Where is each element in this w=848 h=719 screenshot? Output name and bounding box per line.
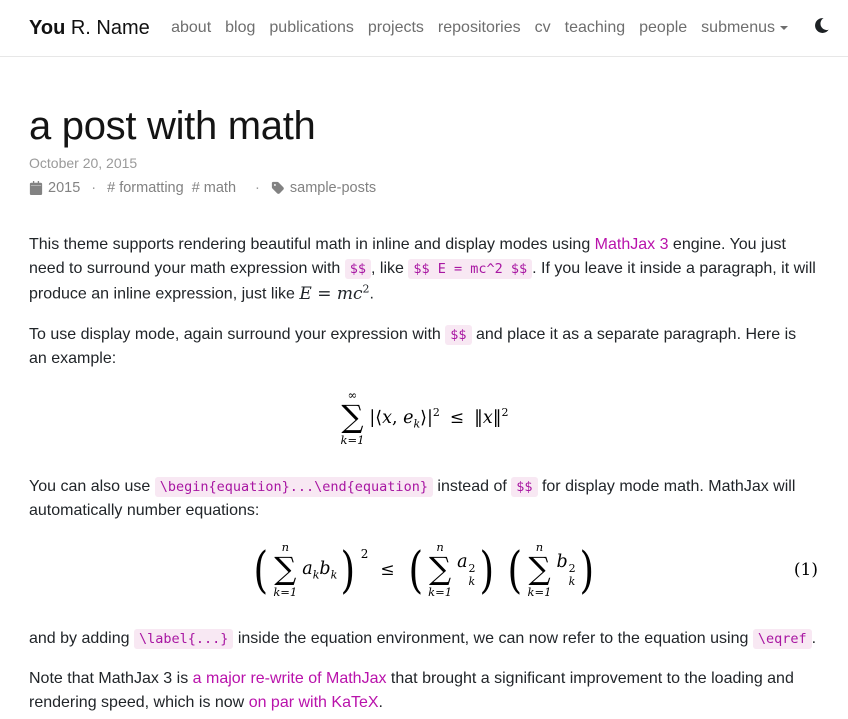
meta-separator: ·: [91, 180, 97, 196]
display-equation: ( n ∑ k=1 $a_kb_k$ ) $^2$ ≤ ( n ∑ k=1 a 2 k ) ( n ∑ k=1 b 2 k ) (1): [253, 539, 818, 600]
sum-symbol: ∞ ∑ k=1: [340, 387, 365, 447]
nav-link-teaching[interactable]: teaching: [564, 19, 626, 36]
inline-code: $$ E = mc^2 $$: [408, 259, 532, 279]
post-header: [29, 104, 818, 196]
calendar-icon: [29, 181, 43, 195]
inline-code: \eqref: [753, 629, 812, 649]
site-brand[interactable]: [29, 17, 150, 40]
sum-symbol: n ∑ k=1: [273, 539, 298, 599]
sum-symbol: n ∑ k=1: [527, 539, 552, 599]
meta-categories: [107, 180, 244, 196]
moon-icon: [814, 17, 831, 34]
inline-code: \label{...}: [134, 629, 233, 649]
inline-code: $$: [445, 325, 471, 345]
nav-item-blog: [225, 19, 255, 37]
nav-link-repositories[interactable]: repositories: [437, 19, 521, 36]
main-content: [0, 104, 848, 715]
equation-number: (1): [793, 560, 818, 581]
inline-link[interactable]: on par with KaTeX: [248, 694, 379, 712]
nav-link-cv[interactable]: cv: [534, 19, 551, 36]
display-equation: ∞ ∑ k=1 |⟨x, $e_k⟩|^2$ ≤ ‖x‖$^2$: [340, 387, 509, 447]
nav-link-about[interactable]: about: [171, 19, 212, 36]
post-meta: [29, 180, 818, 196]
paragraph: To use display mode, again surround your expression with $$ and place it as a separate paragraph. Here is an example:: [29, 326, 797, 368]
tag-link-sample-posts[interactable]: sample-posts: [289, 180, 377, 196]
nav-item-teaching: [565, 19, 626, 37]
meta-tags: [290, 180, 376, 196]
brand-first-name: You: [29, 16, 66, 39]
inline-link[interactable]: MathJax 3: [594, 236, 669, 253]
inline-code: \begin{equation}...\end{equation}: [155, 477, 433, 497]
nav-item-projects: [368, 19, 424, 37]
nav-item-publications: [269, 19, 354, 37]
theme-toggle-item: [802, 17, 831, 39]
paragraph: This theme supports rendering beautiful math in inline and display modes using MathJax 3 engine. You just need to surround your math expression with $$ , like $$ E = mc^2 $$ . If you leave it inside a paragraph, it will produce an inline expression, just like $E = mc^2$.: [29, 236, 816, 304]
inline-code: $$: [345, 259, 371, 279]
nav-item-people: [639, 19, 687, 37]
nav-link-publications[interactable]: publications: [269, 19, 354, 36]
nav-item-about: [171, 19, 211, 37]
sum-symbol: n ∑ k=1: [428, 539, 453, 599]
nav-item-cv: [535, 19, 551, 37]
inline-link[interactable]: a major re-write of MathJax: [192, 670, 387, 688]
nav-link-submenus[interactable]: submenus: [701, 19, 788, 36]
inline-math: $E = mc^2$: [299, 282, 370, 304]
paragraph: Note that MathJax 3 is a major re-write of MathJax that brought a significant improvement to the loading and rendering speed, which is now on par with KaTeX.: [29, 670, 794, 712]
article-body: [29, 233, 818, 715]
post-title: a post with math: [29, 104, 316, 148]
navbar: [0, 0, 848, 57]
inline-code: $$: [511, 477, 537, 497]
meta-separator: ·: [255, 180, 260, 196]
nav-link-blog[interactable]: blog: [225, 19, 256, 36]
category-link-formatting[interactable]: # formatting: [107, 180, 184, 196]
nav-links: [171, 17, 831, 39]
nav-item-repositories: [438, 19, 521, 37]
paragraph: and by adding \label{...} inside the equation environment, we can now refer to the equation using \eqref .: [29, 630, 817, 648]
nav-link-projects[interactable]: projects: [367, 19, 424, 36]
meta-year-link[interactable]: 2015: [48, 180, 81, 196]
chevron-down-icon: [780, 26, 788, 30]
nav-item-submenus: [701, 19, 788, 37]
tag-icon: [271, 181, 285, 195]
brand-last-name: R. Name: [70, 16, 150, 39]
category-link-math[interactable]: # math: [191, 180, 237, 196]
post-date: October 20, 2015: [29, 155, 138, 171]
paragraph: You can also use \begin{equation}...\end{equation} instead of $$ for display mode math. MathJax will automatically number equations:: [29, 478, 796, 520]
nav-link-people[interactable]: people: [639, 19, 688, 36]
dark-mode-toggle[interactable]: [814, 17, 831, 34]
